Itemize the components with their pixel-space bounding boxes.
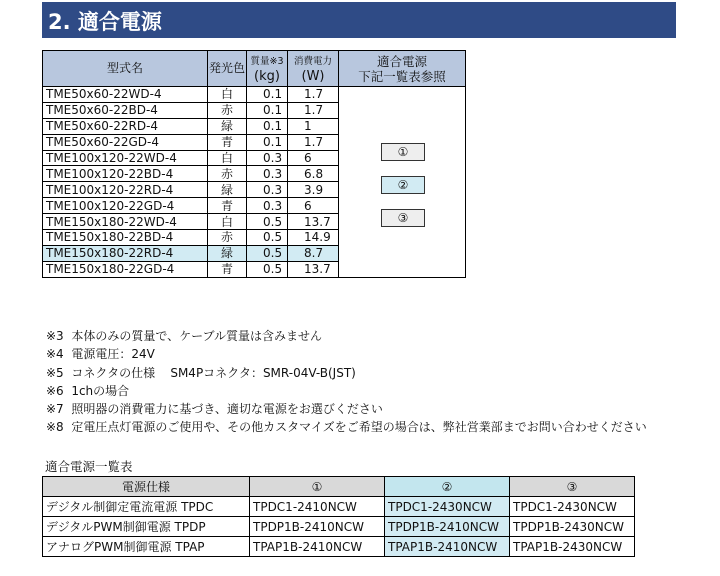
mass-cell: 0.1	[247, 87, 288, 103]
model-cell: TME100x120-22GD-4	[43, 198, 208, 214]
section-header	[42, 2, 676, 38]
model-cell: TME150x180-22WD-4	[43, 214, 208, 230]
note-7: ※7 照明器の消費電力に基づき、適切な電源をお選びください	[46, 402, 383, 417]
mass-cell: 0.3	[247, 166, 288, 182]
mass-cell: 0.3	[247, 150, 288, 166]
power-supply-table	[42, 476, 635, 557]
power-cell: 6.8	[288, 166, 339, 182]
ps-cell-c2: TPAP1B-2410NCW	[385, 537, 510, 557]
ps-cell-c1: TPDC1-2410NCW	[250, 497, 385, 517]
ps-header-3: ③	[510, 477, 635, 497]
mass-cell: 0.1	[247, 118, 288, 134]
power-supply-chip-2: ②	[381, 176, 425, 194]
ps-row	[43, 497, 635, 517]
power-cell: 1.7	[288, 134, 339, 150]
note-4: ※4 電源電圧：24V	[46, 347, 155, 362]
ps-header-2: ②	[385, 477, 510, 497]
ps-cell-spec: アナログPWM制御電源 TPAP	[43, 537, 250, 557]
note-6: ※6 1chの場合	[46, 383, 130, 398]
mass-cell: 0.5	[247, 214, 288, 230]
power-cell: 14.9	[288, 230, 339, 246]
ps-cell-c1: TPAP1B-2410NCW	[250, 537, 385, 557]
section-title: 2. 適合電源	[48, 10, 162, 34]
model-cell: TME100x120-22RD-4	[43, 182, 208, 198]
color-cell: 赤	[208, 166, 247, 182]
ps-cell-c3: TPDC1-2430NCW	[510, 497, 635, 517]
mass-cell: 0.5	[247, 261, 288, 277]
power-cell: 1	[288, 118, 339, 134]
mass-cell: 0.1	[247, 134, 288, 150]
notes	[46, 327, 647, 437]
ps-cell-c3: TPAP1B-2430NCW	[510, 537, 635, 557]
color-cell: 青	[208, 134, 247, 150]
ps-header-1: ①	[250, 477, 385, 497]
color-cell: 白	[208, 150, 247, 166]
color-cell: 白	[208, 214, 247, 230]
model-cell: TME50x60-22GD-4	[43, 134, 208, 150]
color-cell: 赤	[208, 230, 247, 246]
ps-header-spec: 電源仕様	[43, 477, 250, 497]
power-cell: 6	[288, 150, 339, 166]
power-cell: 6	[288, 198, 339, 214]
mass-cell: 0.3	[247, 198, 288, 214]
ref-cell	[339, 87, 466, 278]
power-cell: 8.7	[288, 245, 339, 261]
model-cell: TME100x120-22WD-4	[43, 150, 208, 166]
color-cell: 緑	[208, 118, 247, 134]
spec-table	[42, 50, 466, 278]
power-supply-chip-1: ①	[381, 143, 425, 161]
model-cell: TME50x60-22WD-4	[43, 87, 208, 103]
ps-cell-c1: TPDP1B-2410NCW	[250, 517, 385, 537]
ps-row	[43, 537, 635, 557]
ps-cell-spec: デジタルPWM制御電源 TPDP	[43, 517, 250, 537]
power-cell: 13.7	[288, 214, 339, 230]
ps-row	[43, 517, 635, 537]
power-cell: 1.7	[288, 102, 339, 118]
model-cell: TME150x180-22RD-4	[43, 245, 208, 261]
power-cell: 1.7	[288, 87, 339, 103]
color-cell: 緑	[208, 245, 247, 261]
col-power: 消費電力 (W)	[288, 51, 339, 87]
note-8: ※8 定電圧点灯電源のご使用や、その他カスタマイズをご希望の場合は、弊社営業部までお問い合わせください	[46, 420, 647, 435]
power-cell: 3.9	[288, 182, 339, 198]
color-cell: 緑	[208, 182, 247, 198]
spec-row	[43, 87, 466, 103]
power-cell: 13.7	[288, 261, 339, 277]
mass-cell: 0.5	[247, 245, 288, 261]
mass-cell: 0.1	[247, 102, 288, 118]
color-cell: 白	[208, 87, 247, 103]
ps-cell-c2: TPDC1-2430NCW	[385, 497, 510, 517]
color-cell: 青	[208, 261, 247, 277]
col-mass: 質量※3 (kg)	[247, 51, 288, 87]
ps-cell-spec: デジタル制御定電流電源 TPDC	[43, 497, 250, 517]
mass-cell: 0.3	[247, 182, 288, 198]
model-cell: TME100x120-22BD-4	[43, 166, 208, 182]
note-3: ※3 本体のみの質量で、ケーブル質量は含みません	[46, 329, 323, 343]
mass-cell: 0.5	[247, 230, 288, 246]
color-cell: 赤	[208, 102, 247, 118]
col-model: 型式名	[43, 51, 208, 87]
ps-cell-c2: TPDP1B-2410NCW	[385, 517, 510, 537]
col-color: 発光色	[208, 51, 247, 87]
col-ref: 適合電源 下記一覧表参照	[339, 51, 466, 87]
ps-cell-c3: TPDP1B-2430NCW	[510, 517, 635, 537]
model-cell: TME50x60-22BD-4	[43, 102, 208, 118]
note-5: ※5 コネクタの仕様 SM4Pコネクタ：SMR-04V-B(JST)	[46, 365, 356, 380]
color-cell: 青	[208, 198, 247, 214]
power-supply-list-title: 適合電源一覧表	[45, 459, 133, 474]
model-cell: TME150x180-22GD-4	[43, 261, 208, 277]
model-cell: TME150x180-22BD-4	[43, 230, 208, 246]
power-supply-chip-3: ③	[381, 209, 425, 227]
model-cell: TME50x60-22RD-4	[43, 118, 208, 134]
